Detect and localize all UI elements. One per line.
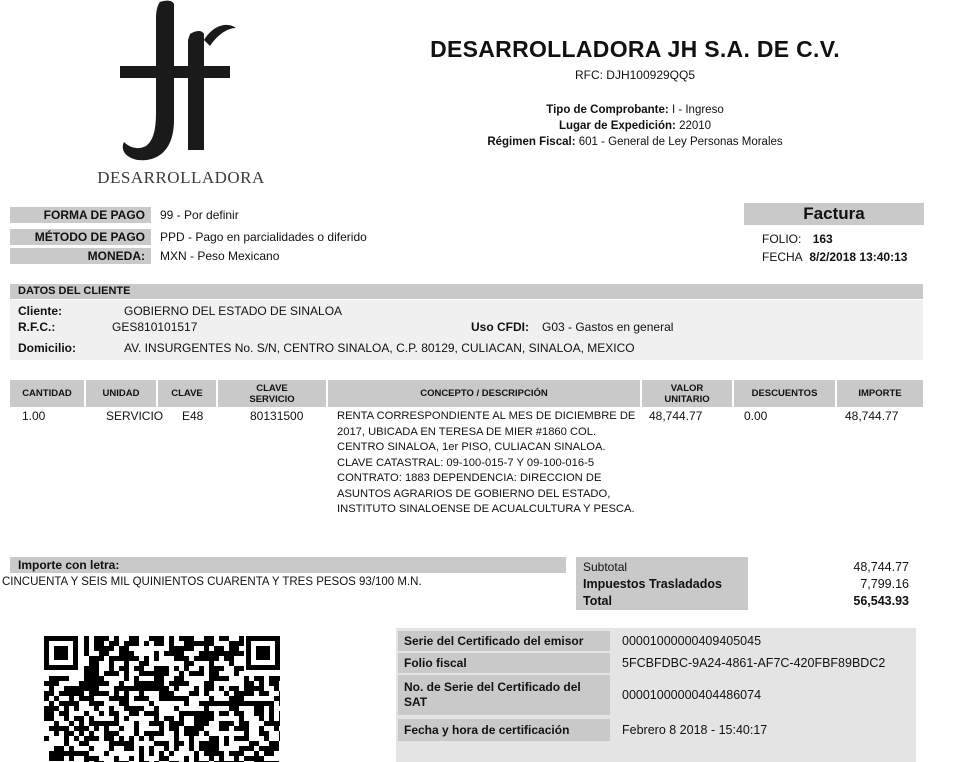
col-concepto: CONCEPTO / DESCRIPCIÓN — [328, 380, 642, 407]
total-label: Total — [583, 594, 612, 608]
company-logo — [100, 0, 250, 165]
impuestos-label: Impuestos Trasladados — [583, 577, 722, 591]
row-clave-servicio: 80131500 — [250, 409, 304, 423]
col-valor-line1: VALOR — [670, 382, 704, 394]
lugar-expedicion — [430, 120, 840, 132]
folio-label: FOLIO: — [762, 232, 802, 246]
uso-cfdi-label: Uso CFDI: — [471, 320, 529, 334]
col-descuentos: DESCUENTOS — [734, 380, 837, 407]
concepto-line: CONTRATO: 1883 DEPENDENCIA: DIRECCION DE — [337, 472, 602, 484]
col-importe: IMPORTE — [837, 380, 923, 407]
invoice-folio — [762, 231, 833, 247]
importe-letra-value: CINCUENTA Y SEIS MIL QUINIENTOS CUARENTA Y TRES PESOS 93/100 M.N. — [2, 576, 422, 588]
concepto-line: CENTRO SINALOA, 1er PISO, CULIACAN SINALOA. — [337, 441, 606, 453]
serie-sat-label — [398, 675, 610, 715]
row-concepto — [337, 409, 641, 518]
cliente-label: Cliente: — [18, 304, 63, 318]
company-rfc: RFC: DJH100929QQ5 — [574, 68, 696, 82]
metodo-pago-value: PPD - Pago en parcialidades o diferido — [160, 230, 367, 244]
importe-letra-label: Importe con letra: — [10, 557, 566, 573]
col-valor-unitario — [642, 380, 734, 407]
fecha-value: 8/2/2018 13:40:13 — [809, 250, 908, 264]
row-clave: E48 — [182, 409, 204, 423]
logo-wordmark: DESARROLLADORA — [97, 168, 265, 187]
forma-pago-label: FORMA DE PAGO — [10, 207, 151, 223]
serie-sat-label-line1: No. de Serie del Certificado del — [404, 680, 581, 694]
client-section-header: DATOS DEL CLIENTE — [10, 284, 923, 299]
concepto-line: ASUNTOS AGRARIOS DE GOBIERNO DEL ESTADO, — [337, 487, 611, 500]
col-cantidad: CANTIDAD — [10, 380, 86, 407]
row-cantidad: 1.00 — [22, 409, 46, 423]
folio-value: 163 — [812, 232, 833, 246]
col-clave-servicio — [218, 380, 328, 407]
concepto-line: 2017, UBICADA EN TERESA DE MIER #1860 COL. — [337, 425, 597, 438]
folio-fiscal-label: Folio fiscal — [398, 653, 610, 673]
moneda-label: MONEDA: — [10, 248, 151, 264]
rfc-value: GES810101517 — [112, 320, 198, 334]
serie-emisor-value: 00001000000409405045 — [622, 634, 762, 648]
subtotal-value: 48,744.77 — [853, 560, 909, 574]
serie-sat-value: 00001000000404486074 — [622, 688, 762, 702]
regimen-fiscal — [430, 136, 840, 148]
regimen-label: Régimen Fiscal: — [487, 136, 576, 148]
concepto-line: INSTITUTO SINALOENSE DE ACUALCULTURA Y PESCA. — [337, 503, 635, 515]
lugar-label: Lugar de Expedición: — [558, 120, 676, 132]
total-value: 56,543.93 — [853, 594, 909, 608]
regimen-value: 601 - General de Ley Personas Morales — [578, 136, 783, 148]
row-valor-unitario: 48,744.77 — [649, 409, 703, 423]
col-clave-servicio-line1: CLAVE — [256, 382, 288, 394]
serie-sat-label-line2: SAT — [404, 695, 428, 709]
col-valor-line2: UNITARIO — [664, 393, 710, 405]
moneda-value: MXN - Peso Mexicano — [160, 249, 280, 263]
metodo-pago-label: MÉTODO DE PAGO — [10, 229, 151, 245]
col-clave: CLAVE — [158, 380, 218, 407]
row-descuentos: 0.00 — [744, 409, 768, 423]
concepto-line: CLAVE CATASTRAL: 09-100-015-7 Y 09-100-016-5 — [337, 456, 595, 469]
qr-code-image — [44, 636, 280, 762]
impuestos-value: 7,799.16 — [860, 577, 909, 591]
col-clave-servicio-line2: SERVICIO — [249, 393, 295, 405]
rfc-label: R.F.C.: — [18, 320, 56, 334]
lugar-value: 22010 — [679, 120, 712, 132]
row-importe: 48,744.77 — [845, 409, 899, 423]
uso-cfdi-value: G03 - Gastos en general — [542, 320, 674, 334]
tipo-label: Tipo de Comprobante: — [546, 104, 669, 116]
serie-emisor-label: Serie del Certificado del emisor — [398, 631, 610, 651]
invoice-title: Factura — [744, 203, 924, 225]
forma-pago-value: 99 - Por definir — [160, 208, 239, 222]
cliente-value: GOBIERNO DEL ESTADO DE SINALOA — [124, 304, 343, 318]
domicilio-label: Domicilio: — [18, 341, 77, 355]
subtotal-label: Subtotal — [583, 560, 628, 574]
invoice-date — [762, 249, 907, 265]
tipo-value: I - Ingreso — [671, 104, 724, 116]
col-unidad: UNIDAD — [86, 380, 158, 407]
fecha-label: FECHA — [762, 250, 803, 264]
concepto-line: RENTA CORRESPONDIENTE AL MES DE DICIEMBRE DE — [337, 410, 636, 422]
fecha-cert-label: Fecha y hora de certificación — [398, 719, 610, 741]
folio-fiscal-value: 5FCBFDBC-9A24-4861-AF7C-420FBF89BDC2 — [622, 656, 886, 670]
company-name: DESARROLLADORA JH S.A. DE C.V. — [430, 36, 840, 62]
row-unidad: SERVICIO — [106, 409, 164, 423]
domicilio-value: AV. INSURGENTES No. S/N, CENTRO SINALOA, C.P. 80129, CULIACAN, SINALOA, MEXICO — [124, 341, 635, 355]
fecha-cert-value: Febrero 8 2018 - 15:40:17 — [622, 723, 768, 737]
tipo-comprobante — [430, 104, 840, 116]
